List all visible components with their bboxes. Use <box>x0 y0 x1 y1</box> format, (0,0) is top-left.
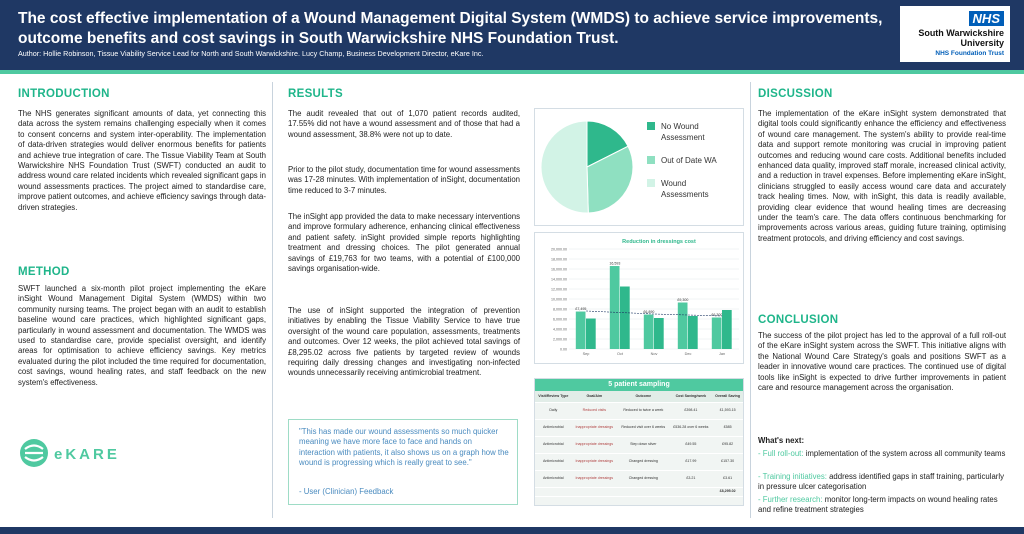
table-row <box>535 453 743 470</box>
y-tick-label: 2,000.00 <box>553 337 567 342</box>
table-cell: £157.30 <box>712 453 743 470</box>
introduction-text: The NHS generates significant amounts of data, yet connecting this data across the system remains challenging especially when it comes to consent concerns and system inter-operability. The implementation of data-driven strategies would deliver enormous benefits for patients and achieve true integration of care. The Tissue Viability Team at South Warwickshire NHS Foundation Trust (SWFT) conducted an audit to address wound care related incidents which revealed significant gaps in wound assessments practices. The project aimed to standardise care, improve patient outcomes, and achieve efficiency savings through data-driven strategies. <box>18 109 266 212</box>
table-cell: £17.99 <box>670 453 713 470</box>
trust-name-line-1: South Warwickshire <box>918 28 1004 38</box>
y-tick-label: 6,000.00 <box>553 317 567 322</box>
trust-name-line-3: NHS Foundation Trust <box>935 50 1004 57</box>
table-cell: £95.82 <box>712 436 743 453</box>
table-cell: £585 <box>712 419 743 436</box>
table-row <box>535 487 743 496</box>
bar <box>610 266 620 349</box>
table-row <box>535 419 743 436</box>
x-tick-label: Dec <box>684 352 692 356</box>
column-divider <box>750 82 751 518</box>
whats-next-item: - Further research: monitor long-term impacts on wound healing rates and refine treatment strategies <box>758 495 998 515</box>
table-header-cell: Outcome <box>617 391 670 402</box>
poster-footer <box>0 527 1024 534</box>
table-cell: Reduced to twice a week <box>617 402 670 419</box>
results-paragraph-1: The audit revealed that out of 1,070 patient records audited, 17.55% did not have a wound assessment and of those that had a wound assessment, 38.8% were not up to date. <box>288 109 520 139</box>
patient-sampling-table <box>534 378 744 506</box>
bar <box>654 318 664 349</box>
legend-swatch <box>647 156 655 164</box>
whats-next-key: Training initiatives: <box>762 472 827 481</box>
table-cell: Reduced visit over 6 weeks <box>617 419 670 436</box>
introduction-heading: INTRODUCTION <box>18 88 110 100</box>
y-tick-label: 16,000.00 <box>551 267 567 272</box>
header-divider <box>0 70 1024 74</box>
table-header-cell: Goal/Aim <box>572 391 617 402</box>
table-cell: £3.21 <box>670 470 713 487</box>
trust-name-line-2: University <box>960 38 1004 48</box>
poster-title: The cost effective implementation of a Wound Management Digital System (WMDS) to achieve service improvements, outcome benefits and cost savings in South Warwickshire NHS Foundation Trust. <box>18 10 883 47</box>
pie-legend-label: Wound <box>661 179 687 188</box>
poster-header <box>0 0 1024 70</box>
legend-swatch <box>647 179 655 187</box>
whats-next-item: - Training initiatives: address identified gaps in staff training, particularly in pressure ulcer categorisation <box>758 472 1005 492</box>
table-row <box>535 402 743 419</box>
table-cell: Inappropriate dressings <box>572 419 617 436</box>
y-tick-label: 14,000.00 <box>551 277 567 282</box>
table-header-cell: Visit/Review Type <box>535 391 572 402</box>
bar-chart-title: Reduction in dressings cost <box>622 239 696 245</box>
bar <box>678 303 688 350</box>
pie-legend-label: Assessments <box>661 190 709 199</box>
bar <box>712 318 722 350</box>
quote-citation: - User (Clinician) Feedback <box>299 487 394 496</box>
table-cell: Antimicrobial <box>535 470 572 487</box>
x-tick-label: Nov <box>650 352 658 356</box>
table-cell: Changed dressing <box>617 453 670 470</box>
nhs-trust-logo <box>900 6 1010 62</box>
x-tick-label: Jan <box>718 352 726 356</box>
whats-next-text: monitor long-term impacts on wound healing rates and refine treatment strategies <box>758 495 998 515</box>
table-cell: Step down silver <box>617 436 670 453</box>
results-paragraph-2: Prior to the pilot study, documentation time for wound assessments was 17-28 minutes. With implementation of inSight, documentation time reduced to 3-7 minutes. <box>288 165 520 195</box>
table-cell: Antimicrobial <box>535 453 572 470</box>
ekare-logo-text: eKARE <box>54 446 120 463</box>
table-cell: £8,295.02 <box>712 487 743 496</box>
pie-legend-label: No Wound <box>661 122 699 131</box>
bar <box>586 319 596 350</box>
table-cell: £398.41 <box>670 402 713 419</box>
table-cell: Inappropriate dressings <box>572 470 617 487</box>
table-header-cell: Overall Saving <box>712 391 743 402</box>
bar-data-label: £6,890 <box>643 310 655 315</box>
table-cell <box>670 487 713 496</box>
table-cell <box>572 487 617 496</box>
bar-data-label: £9,300 <box>677 298 689 302</box>
y-tick-label: 18,000.00 <box>551 257 567 262</box>
whats-next-text: implementation of the system across all community teams <box>803 449 1006 458</box>
whats-next-key: Full roll-out: <box>762 449 804 458</box>
y-tick-label: 8,000.00 <box>553 307 567 312</box>
bar <box>620 287 630 350</box>
results-paragraph-4: The use of inSight supported the integration of prevention initiatives by enabling the Tissue Viability Service to have true oversight of the wound care population, assessments, treatments and outcomes. Over 12 weeks, the pilot achieved total savings of £8,295.02 across five patients by targeted review of wounds requiring daily dressing changes and investigating non-infected wounds unnecessarily receiving antimicrobial treatment. <box>288 306 520 378</box>
table-header-cell: Cost Saving/week <box>670 391 713 402</box>
nhs-badge: NHS <box>969 11 1004 26</box>
quote-text: "This has made our wound assessments so much quicker meaning we have more face to face and hands on interaction with patients, it also shows us on a graph how the wound is progressing which is really great to see." <box>299 427 509 468</box>
table-cell: Reduced visits <box>572 402 617 419</box>
table-cell: £49.55 <box>670 436 713 453</box>
bar <box>722 310 732 349</box>
table-cell: Inappropriate dressings <box>572 436 617 453</box>
conclusion-heading: CONCLUSION <box>758 314 839 326</box>
whats-next-item: - Full roll-out: implementation of the system across all community teams <box>758 449 1006 458</box>
table-row <box>535 470 743 487</box>
table-cell: £536.28 over 6 weeks <box>670 419 713 436</box>
wound-assessment-pie-chart <box>534 108 744 226</box>
results-paragraph-3: The inSight app provided the data to make necessary interventions and improve formulary adherence, enhancing clinical effectiveness and patient safety. inSight provided simple reports highlighting treatment and dressing choices. The pilot generated annual savings of £19,763 for two teams, with a potential of £100,000 savings organisation-wide. <box>288 212 520 274</box>
bar-data-label: 16,593 <box>609 261 621 266</box>
pie-slice <box>541 121 588 213</box>
table-cell: Inappropriate dressings <box>572 453 617 470</box>
dressings-cost-bar-chart <box>534 232 744 364</box>
column-divider <box>272 82 273 518</box>
legend-swatch <box>647 122 655 130</box>
whats-next-heading: What's next: <box>758 436 805 445</box>
method-text: SWFT launched a six-month pilot project implementing the eKare inSight Wound Management Digital System (WMDS) within two community nursing teams. The project began with an audit to establish baseline wound care practices, which highlighted significant gaps, particularly in wound assessment and documentation. The WMDS was used to standardise care, provide specialist oversight, and identify areas for optimisation to achieve efficiency savings. Key metrics evaluated during the pilot included the time required for documentation, cost savings, wound healing rates, and staff feedback on the new system's effectiveness. <box>18 284 266 387</box>
table-cell: £1,593.15 <box>712 402 743 419</box>
table-cell: Changed dressing <box>617 470 670 487</box>
whats-next-key: Further research: <box>762 495 823 504</box>
author-line: Author: Hollie Robinson, Tissue Viability Service Lead for North and South Warwickshire. Lucy Champ, Business Development Director, eKare Inc. <box>18 49 484 58</box>
bar-data-label: £7,495 <box>575 307 587 312</box>
y-tick-label: 12,000.00 <box>551 287 567 292</box>
table-header-row <box>535 391 743 402</box>
y-tick-label: 20,000.00 <box>551 247 567 252</box>
ekare-logo <box>18 437 148 469</box>
y-tick-label: 4,000.00 <box>553 327 567 332</box>
whats-next-text: address identified gaps in staff training, particularly in pressure ulcer categorisation <box>758 472 1005 492</box>
table-cell: Antimicrobial <box>535 436 572 453</box>
discussion-heading: DISCUSSION <box>758 88 833 100</box>
discussion-text: The implementation of the eKare inSight system demonstrated that digital tools could significantly enhance the efficiency and effectiveness of wound care management. The system's ability to provide real-time data and support remote monitoring was crucial in improving patient outcomes and reducing wound care costs. Additional benefits included enhanced data quality, improved staff morale, increased clinical activity, and a reduction in travel expenses. Before implementing eKare inSight, clinicians struggled to easily access wound care data and accurately track healing times. Now, with inSight, this data is readily available, providing clear evidence that wound healing times are decreasing under the team's care. The data offers continuous benchmarking for improvements across various areas, guiding future training, optimising treatment protocols, and driving efficiency and cost savings. <box>758 109 1006 243</box>
table-title: 5 patient sampling <box>535 379 743 391</box>
table-cell <box>535 487 572 496</box>
table-cell: Daily <box>535 402 572 419</box>
bar-data-label: £6,300 <box>711 313 723 317</box>
results-heading: RESULTS <box>288 88 343 100</box>
clinician-quote <box>288 419 518 505</box>
table-cell: Antimicrobial <box>535 419 572 436</box>
pie-legend-label: Assessment <box>661 133 705 142</box>
bar <box>576 312 586 349</box>
x-tick-label: Oct <box>617 352 623 356</box>
table-cell: £3.61 <box>712 470 743 487</box>
y-tick-label: 10,000.00 <box>551 297 567 302</box>
table-cell <box>617 487 670 496</box>
bar <box>644 315 654 349</box>
bar <box>688 316 698 349</box>
conclusion-text: The success of the pilot project has led to the approval of a full roll-out of the eKare inSight system across the SWFT. This initiative aligns with the National Wound Care Strategy's goals and positions SWFT as a leader in innovative wound care practices. The continued use of digital tools like inSight is expected to drive further improvements in patient care and resource management across the organisation. <box>758 331 1006 393</box>
x-tick-label: Sep <box>582 352 590 356</box>
method-heading: METHOD <box>18 266 70 278</box>
y-tick-label: 0.00 <box>560 347 567 352</box>
table-row <box>535 436 743 453</box>
pie-legend-label: Out of Date WA <box>661 156 717 165</box>
